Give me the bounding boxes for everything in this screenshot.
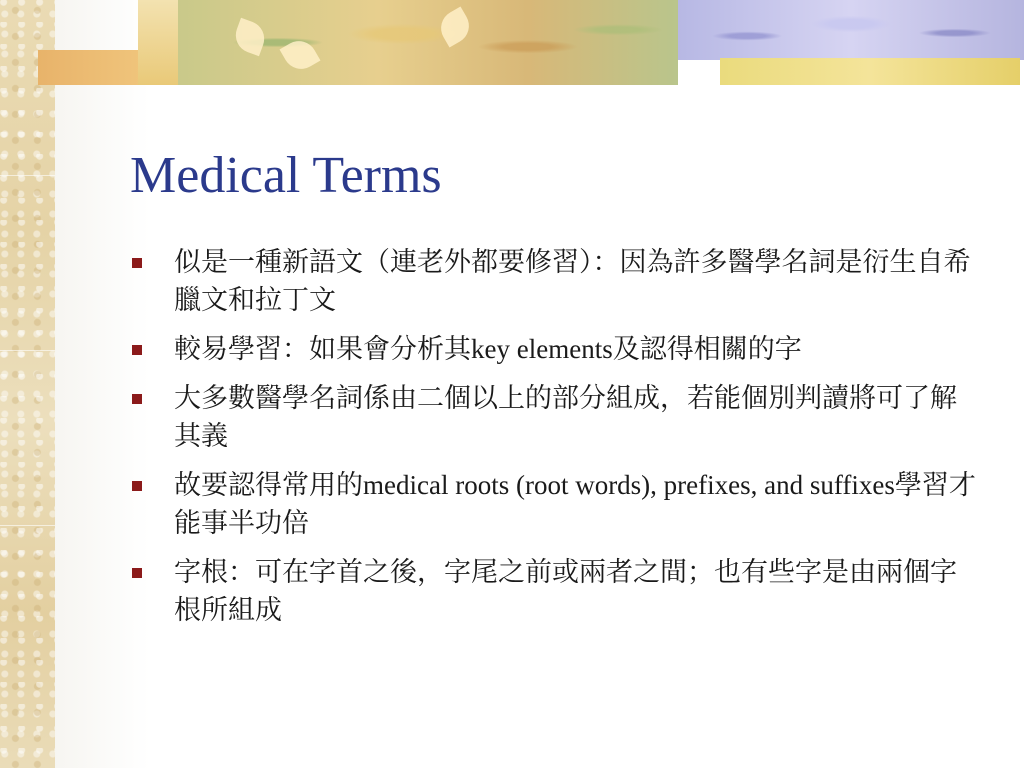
square-bullet-icon [132,345,142,355]
left-decorative-strip [0,0,55,768]
bullet-text: 較易學習：如果會分析其key elements及認得相關的字 [174,334,802,364]
square-bullet-icon [132,568,142,578]
strip-divider [0,350,55,351]
bullet-list [130,243,980,640]
bullet-item [130,243,980,319]
bullet-text: 故要認得常用的medical roots (root words), prefixes, and suffixes學習才能事半功倍 [174,470,976,538]
strip-divider [0,525,55,526]
square-bullet-icon [132,394,142,404]
bullet-text: 字根：可在字首之後，字尾之前或兩者之間；也有些字是由兩個字根所組成 [174,557,957,625]
banner-purple-image [678,0,1024,60]
bullet-text: 似是一種新語文（連老外都要修習）：因為許多醫學名詞是衍生自希臘文和拉丁文 [174,247,971,315]
bullet-item [130,379,980,455]
bullet-item [130,466,980,542]
bullet-text: 大多數醫學名詞係由二個以上的部分組成，若能個別判讀將可了解其義 [174,383,957,451]
bullet-item [130,330,980,368]
strip-divider [0,175,55,176]
banner-yellow-block [720,58,1020,85]
top-decorative-banner [30,0,1024,85]
slide-title: Medical Terms [130,147,442,204]
square-bullet-icon [132,258,142,268]
bullet-item [130,553,980,629]
square-bullet-icon [132,481,142,491]
